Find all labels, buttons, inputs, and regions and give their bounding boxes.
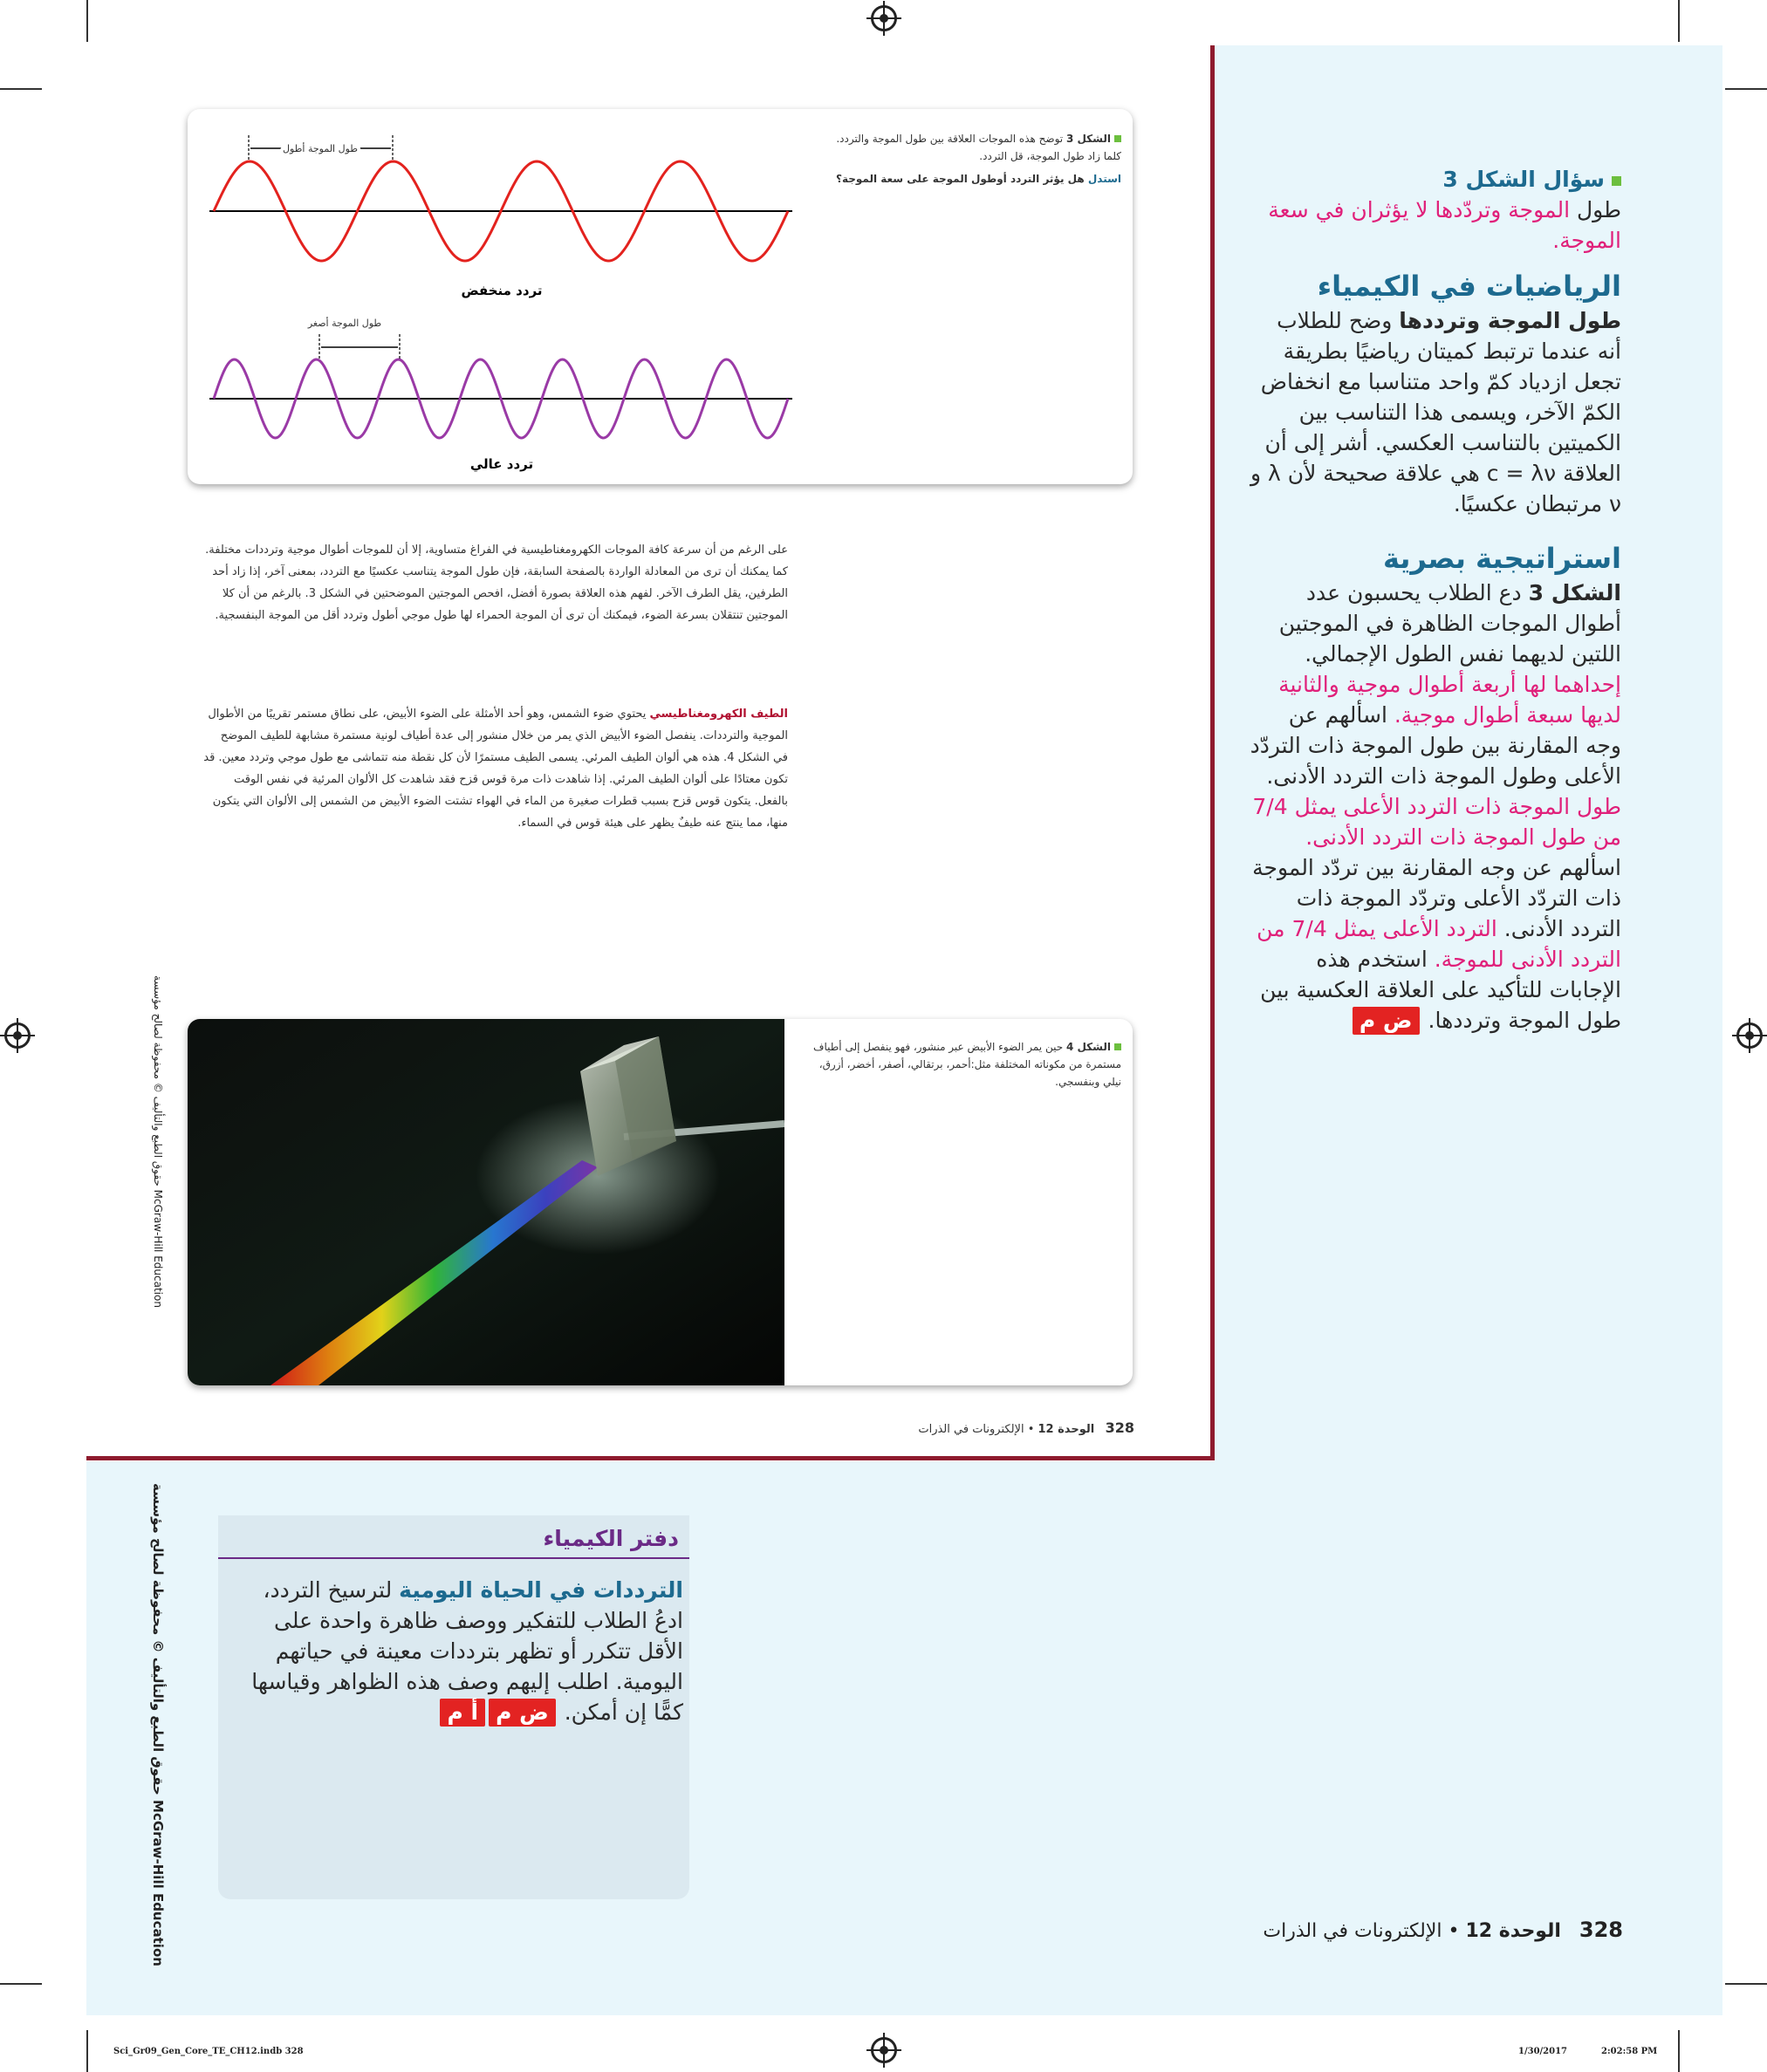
strategy-heading: استراتيجية بصرية [1383,542,1621,575]
math-text: طول الموجة وترددها وضح للطلاب أنه عندما ترتبط كميتان رياضيًا بطريقة تجعل ازدياد كمّ واحد متناسبا مع انخفاض الكمّ الآخر، ويسمى هذا التناسب بين الكميتين بالتناسب العكسي. أشر إلى أن العلاقة c = λν هي علاقة صحيحة لأن λ و ν مرتبطان عكسيًا. [1250,308,1621,516]
crop-mark [1678,0,1680,42]
notebook-text: الترددات في الحياة اليومية لترسيخ التردد، ادعُ الطلاب للتفكير ووصف ظاهرة واحدة على الأقل تتكرر أو تظهر بترددات معينة في حياتهم اليومية. اطلب إليهم وصف هذه الظواهر وقياسها كمًّا إن أمكن. ض مأ م [251,1577,683,1725]
page-footer: 328 الوحدة 12 • الإلكترونات في الذرات [1263,1918,1623,1942]
strategy-text: الشكل 3 دع الطلاب يحسبون عدد أطوال الموجات الظاهرة في الموجتين اللتين لديهما نفس الطول الإجمالي. إحداهما لها أربعة أطوال موجية والثانية لديها سبعة أطوال موجية. اسألهم عن وجه المقارنة بين طول الموجة ذات التردّد الأعلى وطول الموجة ذات التردد الأدنى. طول الموجة ذات التردد الأعلى يمثل 7/4 من طول الموجة ذات التردد الأدنى. اسألهم عن وجه المقارنة بين تردّد الموجة ذات التردّد الأعلى وتردّد الموجة ذات التردد الأدنى. التردد الأعلى يمثل 7/4 من التردد الأدنى للموجة. استخدم هذه الإجابات للتأكيد على العلاقة العكسية بين طول الموجة وترددها. ض م [1250,580,1621,1033]
slug-file: Sci_Gr09_Gen_Core_TE_CH12.indb 328 [113,2047,304,2056]
figure-4-card [188,1019,1133,1385]
bullet-square-icon [1114,135,1121,142]
registration-mark-icon [871,2037,897,2063]
math-in-chemistry [1246,267,1621,519]
figure-3-card [188,109,1133,484]
registration-mark-icon [4,1022,31,1049]
page-border-right [1210,45,1215,1460]
bullet-square-icon [1612,176,1621,186]
crop-mark [1725,1983,1767,1985]
notebook-header: دفتر الكيمياء [218,1515,689,1559]
top-wavelength-label: طول الموجة أطول [282,143,359,154]
registration-mark-icon [871,5,897,31]
bullet-square-icon [1114,1043,1121,1050]
figure-question [1255,164,1621,256]
visual-strategy [1246,539,1621,1036]
body-paragraph-1: على الرغم من أن سرعة كافة الموجات الكهرومغناطيسية في الفراغ متساوية، إلا أن للموجات أطوال موجية وترددات مختلفة. كما يمكنك أن ترى من المعادلة الواردة بالصفحة السابقة، فإن طول الموجة يتناسب عكسيًا مع التردد، بمعنى آخر، إذا زاد أحد الطرفين، يقل الطرف الآخر. لفهم هذه العلاقة بصورة أفضل، افحص الموجتين الموضحتين في الشكل 3. بالرغم من أن كلا الموجتين تنتقلان بسرعة الضوء، فيمكنك أن ترى أن الموجة الحمراء لها طول موجي أطول وتردد أقل من الموجة البنفسجية. [205,544,788,622]
inner-page-footer: 328 الوحدة 12 • الإلكترونات في الذرات [918,1419,1134,1436]
figure-3-infer: استدل هل يؤثر التردد أوطول الموجة على سعة الموجة؟ [836,173,1121,185]
copyright-spine-large: حقوق الطبع والتأليف © محفوظة لصالح مؤسسة McGraw-Hill Education [150,1483,166,1966]
slug-time: 2:02:58 PM [1601,2047,1658,2056]
crop-mark [86,0,88,42]
registration-mark-icon [1736,1022,1763,1049]
math-heading: الرياضيات في الكيمياء [1317,270,1621,303]
figure-4-caption: الشكل 4 حين يمر الضوء الأبيض عبر منشور، فهو ينفصل إلى أطياف مستمرة من مكوناته المختلفة مثل:أحمر، برتقالي، أصفر، أخضر، أزرق، نيلي وبنفسجي. [813,1041,1121,1088]
slug-date: 1/30/2017 [1518,2047,1568,2056]
bottom-wavelength-label: طول الموجة أصغر [307,318,382,329]
figure-3-caption: الشكل 3 توضح هذه الموجات العلاقة بين طول الموجة والتردد. كلما زاد طول الموجة، قل التردد. استدل هل يؤثر التردد أوطول الموجة على سعة الموجة؟ [829,130,1121,188]
crop-mark [86,2030,88,2072]
level-tag: ض م [489,1699,556,1727]
crop-mark [0,1983,42,1985]
crop-mark [1725,88,1767,90]
prism-photo [188,1019,784,1385]
high-frequency-label: تردد عالي [469,456,534,472]
level-tag: ض م [1353,1007,1420,1035]
wave-diagram [188,109,816,484]
body-paragraph-2: الطيف الكهرومغناطيسي يحتوي ضوء الشمس، وهو أحد الأمثلة على الضوء الأبيض، على نطاق مستمر تقريبًا من الأطوال الموجية والترددات. ينفصل الضوء الأبيض الذي يمر من خلال منشور إلى عدة أطياف لونية مستمرة مشابهة للطيف الموضح في الشكل 4. هذه هي ألوان الطيف المرئي. يسمى الطيف مستمرًا لأن كل نقطة منه تتماشى مع طول موجي وتردد معين. قد تكون معتادًا على ألوان الطيف المرئي. إذا شاهدت ذات مرة قوس قزح فقد شاهدت كل الألوان المرئية في نفس الوقت بالفعل. يتكون قوس قزح بسبب قطرات صغيرة من الماء في الهواء تشتت الضوء الأبيض من الشمس إلى الألوان التي يتكون منها، مما ينتج عنه طيفٌ يظهر على هيئة قوس في السماء. [203,708,788,830]
low-frequency-label: تردد منخفض [461,283,543,298]
level-tag: أ م [440,1699,485,1727]
crop-mark [1678,2030,1680,2072]
figure-question-answer: طول الموجة وتردّدها لا يؤثران في سعة الموجة. [1268,197,1621,253]
crop-mark [0,88,42,90]
figure-question-title: سؤال الشكل 3 [1255,164,1621,195]
page-border-bottom [86,1456,1215,1460]
copyright-spine-small: حقوق الطبع والتأليف © محفوظة لصالح مؤسسة McGraw-Hill Education [152,975,164,1308]
